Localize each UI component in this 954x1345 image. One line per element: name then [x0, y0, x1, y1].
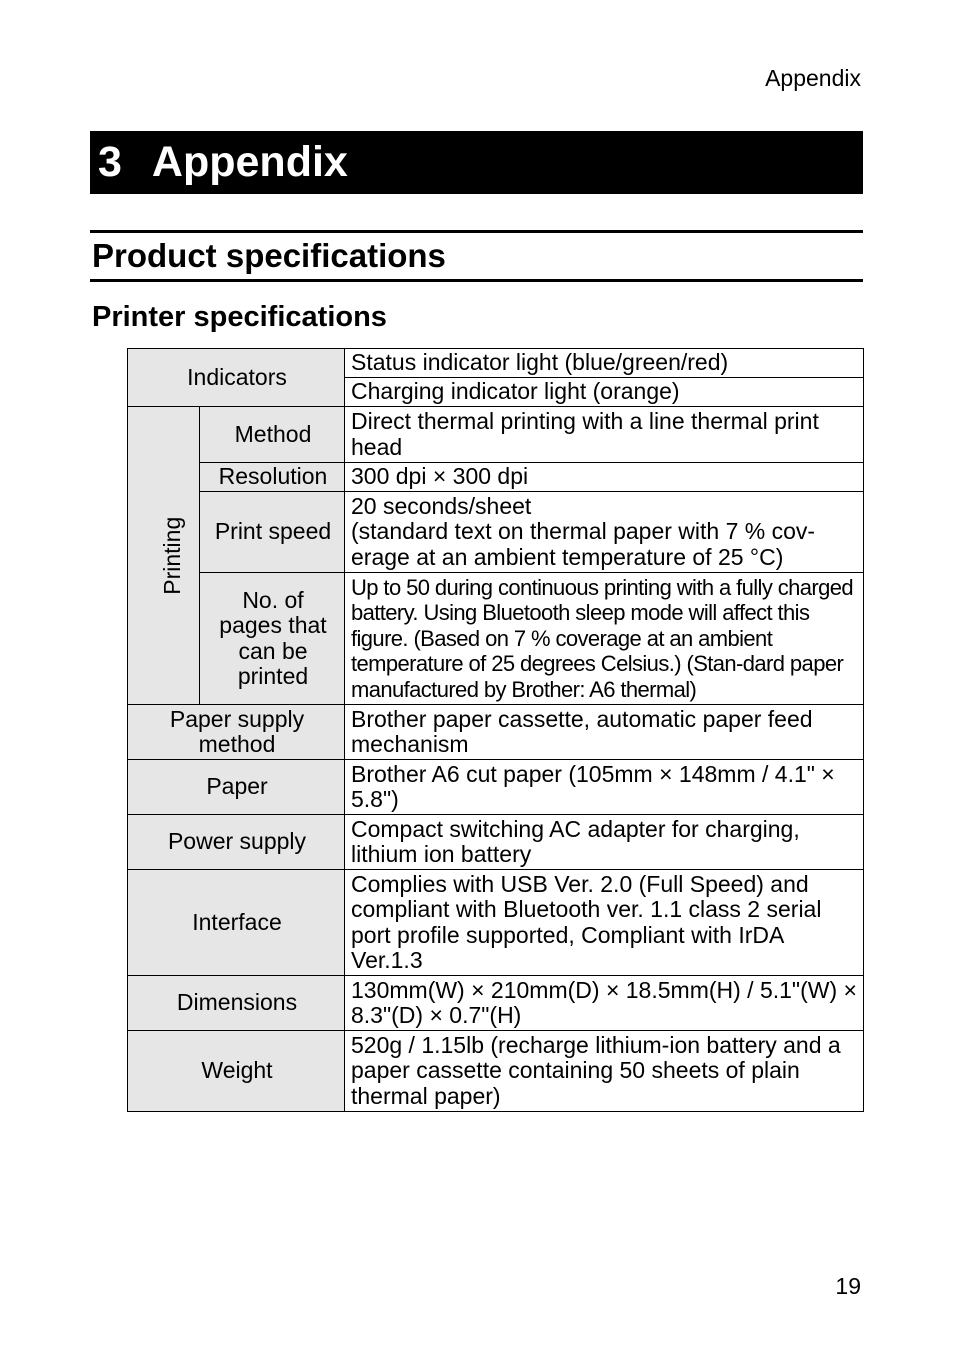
table-row-paper	[128, 760, 864, 815]
table-row-power-supply	[128, 815, 864, 870]
table-row-indicators	[128, 349, 864, 378]
pages-printed-label-line: printed	[237, 663, 309, 689]
paper-supply-label	[128, 705, 345, 760]
print-speed-line: (standard text on thermal paper with 7 % cov-	[351, 518, 816, 545]
printer-specifications-table	[127, 348, 864, 1112]
pages-printed-label	[200, 573, 345, 705]
interface-label: Interface	[128, 870, 345, 976]
indicators-value-status: Status indicator light (blue/green/red)	[345, 349, 864, 378]
page-number: 19	[835, 1273, 861, 1299]
power-supply-label: Power supply	[128, 815, 345, 870]
paper-value: Brother A6 cut paper (105mm × 148mm / 4.1" × 5.8")	[345, 760, 864, 815]
print-speed-line: erage at an ambient temperature of 25 °C)	[351, 543, 784, 570]
dimensions-label: Dimensions	[128, 976, 345, 1031]
print-speed-line: 20 seconds/sheet	[351, 492, 532, 519]
table-row-method	[128, 407, 864, 463]
section-title: Product specifications	[90, 230, 863, 282]
table-row-pages-printed	[128, 573, 864, 705]
printing-vertical-label: Printing	[159, 516, 186, 595]
resolution-value: 300 dpi × 300 dpi	[345, 463, 864, 492]
table-row-print-speed	[128, 492, 864, 573]
weight-value: 520g / 1.15lb (recharge lithium-ion battery and a paper cassette containing 50 sheets of plain thermal paper)	[345, 1031, 864, 1112]
running-head: Appendix	[765, 65, 861, 91]
method-label: Method	[200, 407, 345, 463]
indicators-label: Indicators	[128, 349, 345, 407]
paper-supply-value: Brother paper cassette, automatic paper feed mechanism	[345, 705, 864, 760]
dimensions-value: 130mm(W) × 210mm(D) × 18.5mm(H) / 5.1"(W) × 8.3"(D) × 0.7"(H)	[345, 976, 864, 1031]
pages-printed-label-line: No. of	[242, 586, 304, 613]
pages-printed-label-line: can be	[238, 637, 308, 664]
print-speed-label: Print speed	[200, 492, 345, 573]
paper-label: Paper	[128, 760, 345, 815]
method-value: Direct thermal printing with a line thermal print head	[345, 407, 864, 463]
weight-label: Weight	[128, 1031, 345, 1112]
table-row-interface	[128, 870, 864, 976]
chapter-heading	[90, 131, 863, 194]
resolution-label: Resolution	[200, 463, 345, 492]
print-speed-value	[345, 492, 864, 573]
chapter-title: Appendix	[151, 138, 348, 186]
table-row-dimensions	[128, 976, 864, 1031]
pages-printed-value: Up to 50 during continuous printing with a fully charged battery. Using Bluetooth sleep mode will affect this figure. (Based on 7 % coverage at an ambient temperature of 25 degrees Celsius.) (Stan-dard paper manufactured by Brother: A6 thermal)	[345, 573, 864, 705]
indicators-value-charging: Charging indicator light (orange)	[345, 378, 864, 407]
table-row-paper-supply	[128, 705, 864, 760]
table-row-resolution	[128, 463, 864, 492]
interface-value: Complies with USB Ver. 2.0 (Full Speed) and compliant with Bluetooth ver. 1.1 class 2 serial port profile supported, Compliant with IrDA Ver.1.3	[345, 870, 864, 976]
pages-printed-label-line: pages that	[219, 612, 327, 638]
power-supply-value: Compact switching AC adapter for charging, lithium ion battery	[345, 815, 864, 870]
table-row-weight	[128, 1031, 864, 1112]
subsection-title: Printer specifications	[92, 301, 387, 333]
chapter-number: 3	[98, 138, 122, 186]
paper-supply-label-line: method	[198, 731, 276, 757]
printing-group-label	[128, 407, 200, 705]
paper-supply-label-line: Paper supply	[169, 705, 305, 732]
